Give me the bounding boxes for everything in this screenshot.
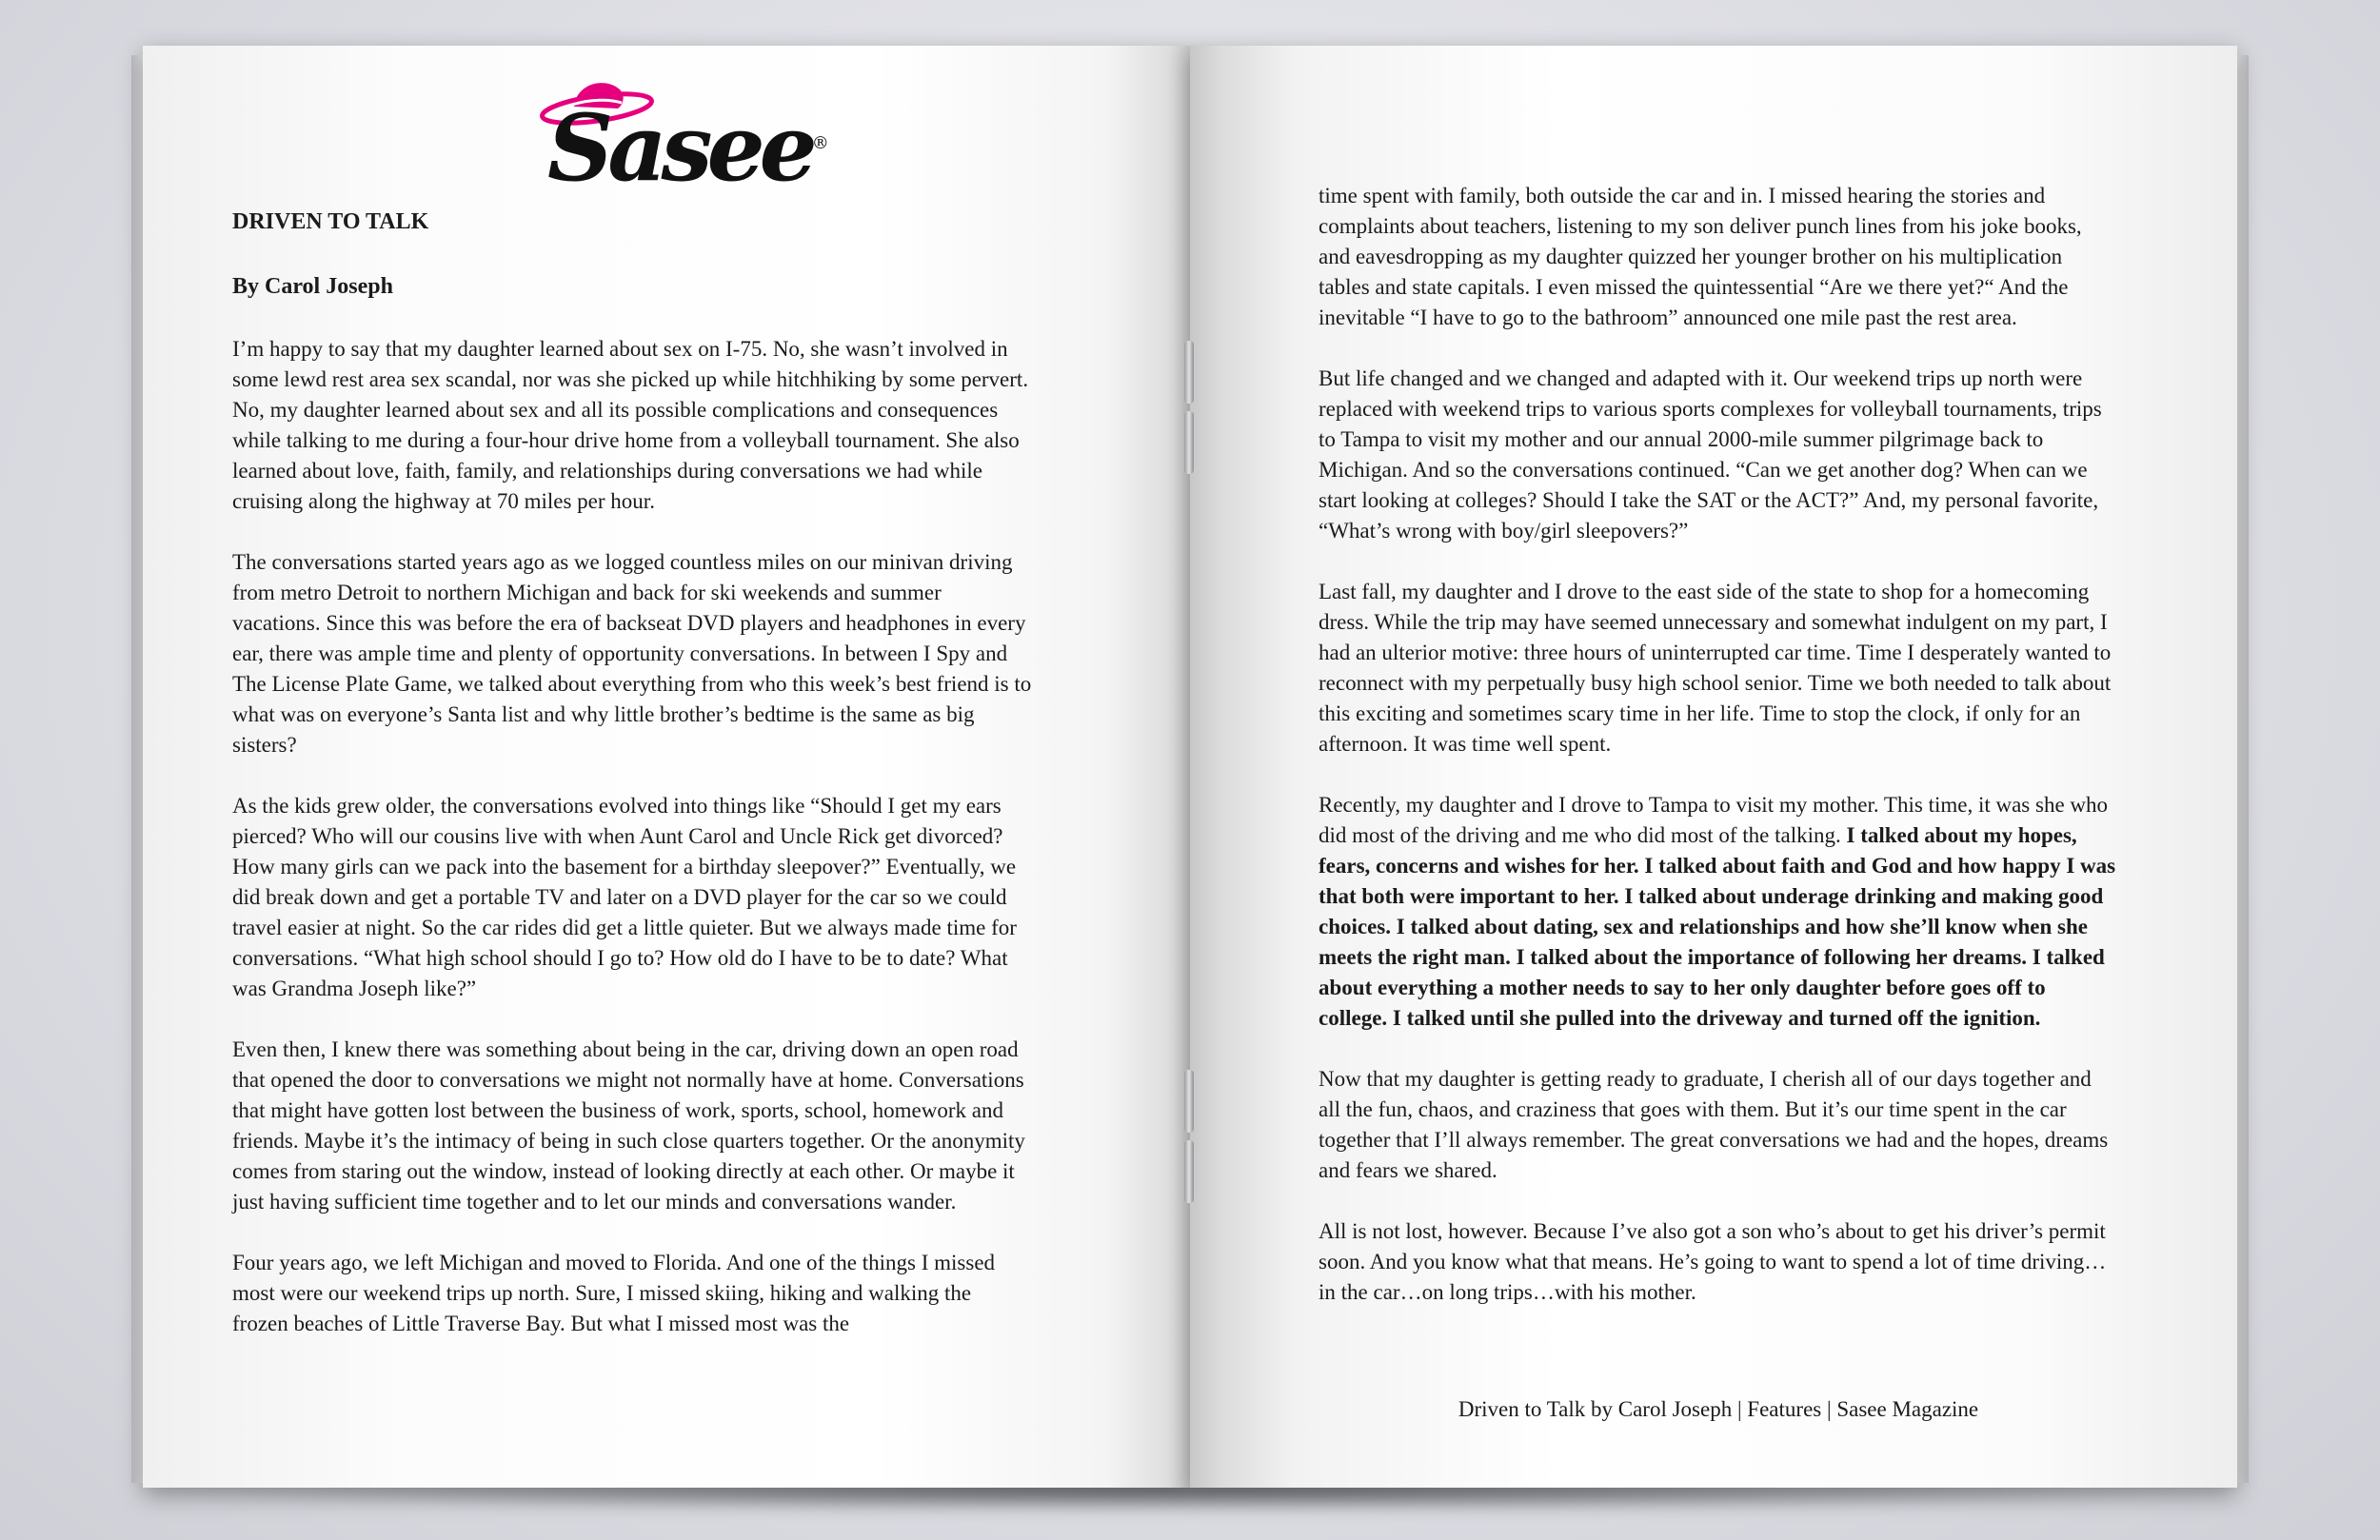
- page-edge-right: [2235, 55, 2249, 1483]
- paragraph-10: Now that my daughter is getting ready to graduate, I cherish all of our days together and all the fun, chaos, and craziness that goes with them. But it’s our time spent in the car together that I’ll always remember. The great conversations we had and the hopes, dreams and fears we shared.: [1319, 1067, 2109, 1182]
- paragraph-4: Even then, I knew there was something about being in the car, driving down an open road that opened the door to conversations we might not normally have at home. Conversations that might have gotten lost between the business of work, sports, school, homework and friends. Maybe it’s the intimacy of being in such close quarters together. Or the anonymity comes from staring out the window, instead of looking directly at each other. Or maybe it just having sufficient time together and to let our minds and conversations wander.: [232, 1037, 1025, 1214]
- sasee-logo: [538, 74, 829, 202]
- paragraph-9-bold: I talked about my hopes, fears, concerns and wishes for her. I talked about faith and God and how happy I was that both were important to her. I talked about underage drinking and making good choices. I talked about dating, sex and relationships and how she’ll know when she meets the right man. I talked about the importance of following her dreams. I talked about everything a mother needs to say to her only daughter before goes off to college. I talked until she pulled into the driveway and turned off the ignition.: [1319, 823, 2116, 1030]
- paragraph-9: [1319, 790, 2118, 1034]
- paragraph-11: All is not lost, however. Because I’ve also got a son who’s about to get his driver’s permit soon. And you know what that means. He’s going to want to spend a lot of time driving…in the car…on long trips…with his mother.: [1319, 1219, 2107, 1304]
- paragraph-8: Last fall, my daughter and I drove to the east side of the state to shop for a homecoming dress. While the trip may have seemed unnecessary and somewhat indulgent on my part, I had an ulterior motive: three hours of uninterrupted car time. Time I desperately wanted to reconnect with my perpetually busy high school senior. Time we both needed to talk about this exciting and sometimes scary time in her life. Time to stop the clock, if only for an afternoon. It was time well spent.: [1319, 580, 2112, 756]
- paragraph-2: The conversations started years ago as we logged countless miles on our minivan driving from metro Detroit to northern Michigan and back for ski weekends and summer vacations. Since this was before the era of backseat DVD players and headphones in every ear, there was ample time and plenty of opportunity conversations. In between I Spy and The License Plate Game, we talked about everything from who this week’s best friend is to what was on everyone’s Santa list and why little brother’s bedtime is the same as big sisters?: [232, 550, 1032, 757]
- article-byline: By Carol Joseph: [232, 274, 393, 299]
- staple-bottom-1: [1184, 1070, 1194, 1133]
- paragraph-3: As the kids grew older, the conversations evolved into things like “Should I get my ears pierced? Who will our cousins live with when Aunt Carol and Uncle Rick get divorced? How many girls can we pack into the basement for a birthday sleepover?” Eventually, we did break down and get a portable TV and later on a DVD player for the car so we could travel easier at night. So the car rides did get a little quieter. But we always made time for conversations. “What high school should I go to? How old do I have to be to date? What was Grandma Joseph like?”: [232, 794, 1017, 1000]
- staple-top-2: [1184, 411, 1194, 474]
- article-title: DRIVEN TO TALK: [232, 209, 429, 234]
- paragraph-5: Four years ago, we left Michigan and moved to Florida. And one of the things I missed most were our weekend trips up north. Sure, I missed skiing, hiking and walking the frozen beaches of Little Traverse Bay. But what I missed most was the: [232, 1251, 996, 1335]
- paragraph-1: I’m happy to say that my daughter learned about sex on I-75. No, she wasn’t involved in some lewd rest area sex scandal, nor was she picked up while hitchhiking by some pervert. No, my daughter learned about sex and all its possible complications and consequences while talking to me during a four-hour drive home from a volleyball tournament. She also learned about love, faith, family, and relationships during conversations we had while cruising along the highway at 70 miles per hour.: [232, 337, 1029, 513]
- paragraph-6: time spent with family, both outside the car and in. I missed hearing the stories and complaints about teachers, listening to my son deliver punch lines from his joke books, and eavesdropping as my daughter quizzed her younger brother on his multiplication tables and state capitals. I even missed the quintessential “Are we there yet?“ And the inevitable “I have to go to the bathroom” announced one mile past the rest area.: [1319, 184, 2082, 329]
- page-footer: Driven to Talk by Carol Joseph | Features | Sasee Magazine: [1458, 1397, 1979, 1421]
- left-column: [232, 205, 1032, 1370]
- logo-wordmark: Sasee®: [547, 94, 829, 202]
- paragraph-7: But life changed and we changed and adapted with it. Our weekend trips up north were replaced with weekend trips to various sports complexes for volleyball tournaments, trips to Tampa to visit my mother and our annual 2000-mile summer pilgrimage back to Michigan. And so the conversations continued. “Can we get another dog? When can we start looking at colleges? Should I take the SAT or the ACT?” And, my personal favorite, “What’s wrong with boy/girl sleepovers?”: [1319, 366, 2102, 543]
- paragraph-9-plain: Recently, my daughter and I drove to Tampa to visit my mother. This time, it was she who did most of the driving and me who did most of the talking.: [1319, 793, 2109, 847]
- right-column: [1319, 181, 2118, 1338]
- staple-bottom-2: [1184, 1140, 1194, 1203]
- staple-top-1: [1184, 341, 1194, 404]
